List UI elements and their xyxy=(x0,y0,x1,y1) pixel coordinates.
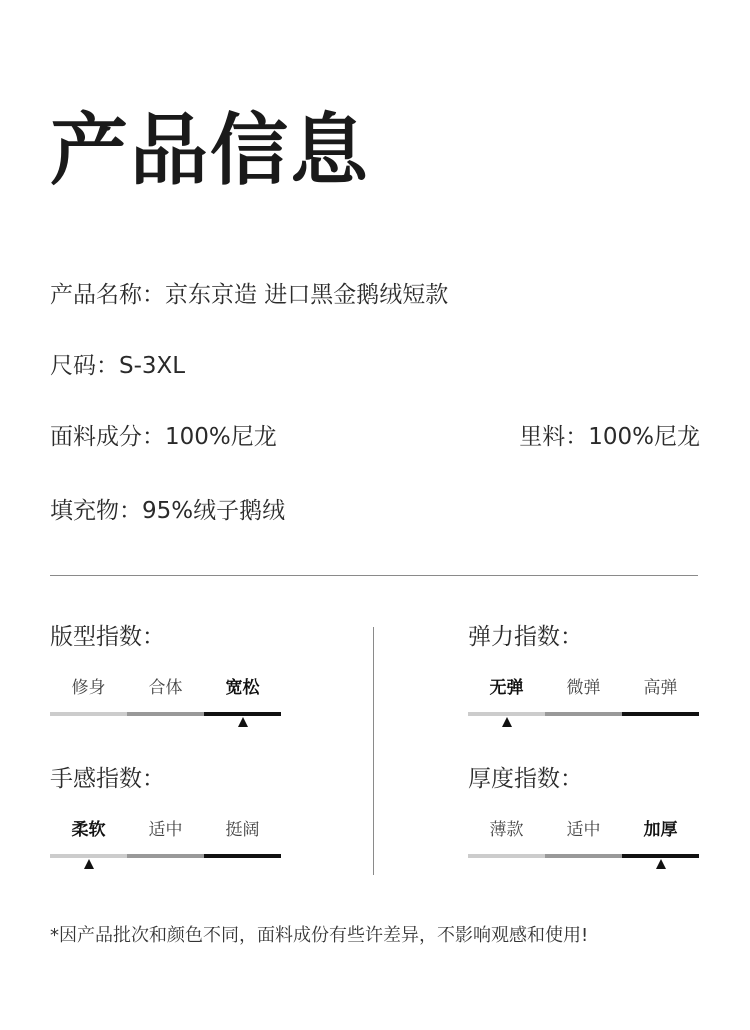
size-range: 尺码：S-3XL xyxy=(50,353,186,379)
filling-composition: 填充物：95%绒子鹅绒 xyxy=(50,498,286,524)
thickness-option-thin: 薄款 xyxy=(489,820,524,840)
elasticity-index-title: 弹力指数： xyxy=(468,624,583,650)
elasticity-marker-icon xyxy=(502,717,512,727)
fit-index-title: 版型指数： xyxy=(50,624,165,650)
column-divider xyxy=(373,627,374,875)
lining-composition: 里料：100%尼龙 xyxy=(519,424,700,450)
thickness-index-title: 厚度指数： xyxy=(468,766,583,792)
feel-index xyxy=(50,768,282,872)
feel-marker-icon xyxy=(84,859,94,869)
fit-option-slim: 修身 xyxy=(71,678,106,698)
elasticity-option-none: 无弹 xyxy=(489,678,524,698)
feel-option-stiff: 挺阔 xyxy=(225,820,260,840)
fit-index xyxy=(50,626,282,730)
thickness-index xyxy=(468,768,700,872)
thickness-option-medium: 适中 xyxy=(566,820,601,840)
fabric-composition: 面料成分：100%尼龙 xyxy=(50,424,277,450)
thickness-marker-icon xyxy=(656,859,666,869)
thickness-option-thick: 加厚 xyxy=(643,820,678,840)
feel-option-soft: 柔软 xyxy=(71,820,106,840)
section-divider xyxy=(50,575,698,576)
fit-option-regular: 合体 xyxy=(148,678,183,698)
page-title: 产品信息 xyxy=(50,106,371,196)
fit-marker-icon xyxy=(238,717,248,727)
elasticity-index xyxy=(468,626,700,730)
elasticity-option-high: 高弹 xyxy=(643,678,678,698)
fit-option-loose: 宽松 xyxy=(225,678,260,698)
disclaimer-note: *因产品批次和颜色不同，面料成份有些许差异，不影响观感和使用! xyxy=(50,925,589,946)
elasticity-option-slight: 微弹 xyxy=(566,678,601,698)
feel-index-title: 手感指数： xyxy=(50,766,165,792)
product-name: 产品名称：京东京造 进口黑金鹅绒短款 xyxy=(50,282,449,308)
feel-option-medium: 适中 xyxy=(148,820,183,840)
